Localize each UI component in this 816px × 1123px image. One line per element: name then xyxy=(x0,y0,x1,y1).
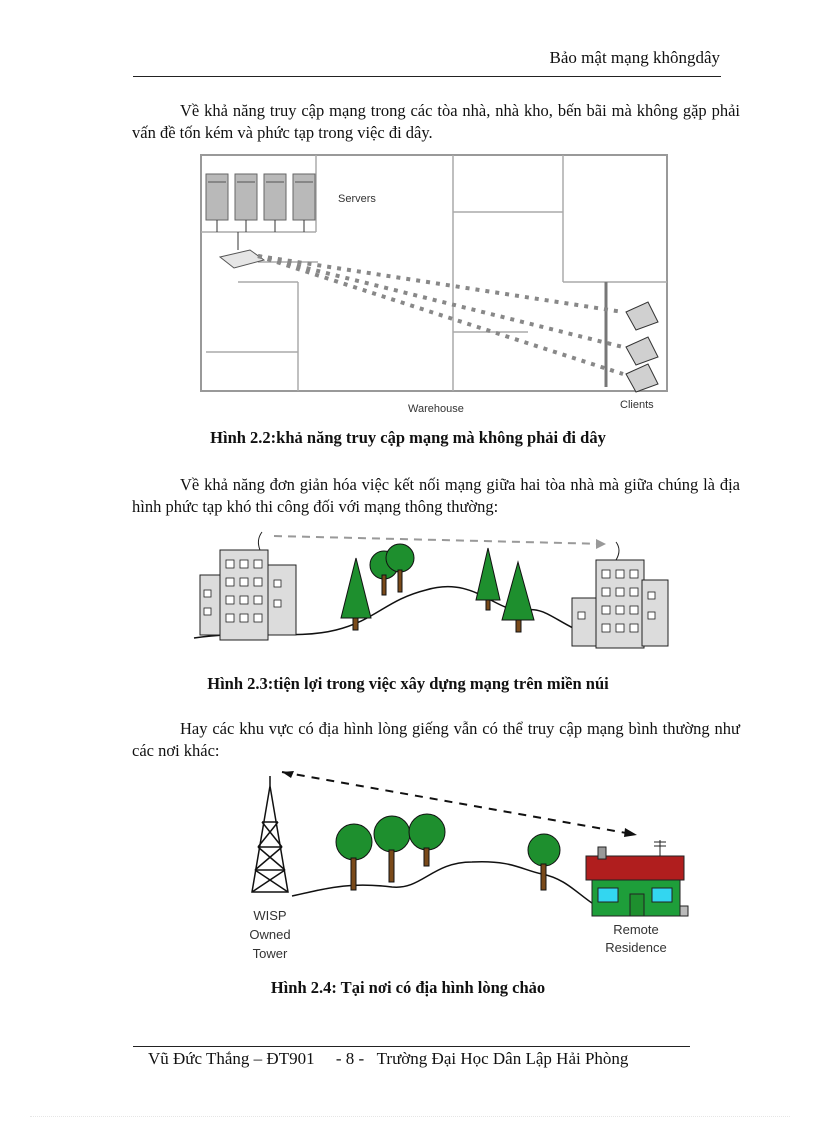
warehouse-label: Warehouse xyxy=(408,403,464,415)
tower-icon xyxy=(252,776,288,892)
footer-school: Trường Đại Học Dân Lập Hải Phòng xyxy=(376,1049,629,1068)
servers-label: Servers xyxy=(338,193,376,205)
figure-2-2-caption: Hình 2.2:khả năng truy cập mạng mà không phải đi dây xyxy=(210,428,606,447)
figure-mountain-link xyxy=(186,520,686,666)
figure-wisp-link xyxy=(222,762,698,972)
running-header: Bảo mật mạng khôngdây xyxy=(549,48,720,67)
tower-label-2: Owned xyxy=(249,927,291,942)
paragraph-2: Về khả năng đơn giản hóa việc kết nối mạng giữa hai tòa nhà mà giữa chúng là địa hình phức tạp khó thi công đối với mạng thông thường: xyxy=(132,475,740,516)
figure-2-4-caption: Hình 2.4: Tại nơi có địa hình lòng chảo xyxy=(270,978,546,997)
tower-label-3: Tower xyxy=(252,946,288,961)
tree-icons xyxy=(336,814,560,890)
page-bottom-edge xyxy=(30,1116,790,1117)
residence-label-2: Residence xyxy=(605,940,667,955)
laptop-icons xyxy=(626,302,658,392)
tower-label-1: WISP xyxy=(253,908,287,923)
footer-rule xyxy=(133,1046,690,1047)
paragraph-1: Về khả năng truy cập mạng trong các tòa nhà, nhà kho, bến bãi mà không gặp phải vấn đề tốn kém và phức tạp trong việc đi dây. xyxy=(132,101,740,142)
footer-page-number: - 8 - xyxy=(335,1049,365,1068)
residence-icon xyxy=(586,840,688,916)
clients-label: Clients xyxy=(620,399,654,411)
figure-2-3-caption: Hình 2.3:tiện lợi trong việc xây dựng mạng trên miền núi xyxy=(207,674,609,693)
residence-label-1: Remote xyxy=(613,922,659,937)
page-footer xyxy=(148,1049,708,1069)
paragraph-3: Hay các khu vực có địa hình lòng giếng vẫn có thể truy cập mạng bình thường như các nơi khác: xyxy=(132,719,740,760)
figure-warehouse-diagram xyxy=(198,152,672,417)
footer-author: Vũ Đức Thắng – ĐT901 xyxy=(148,1049,315,1068)
header-rule xyxy=(133,76,721,77)
